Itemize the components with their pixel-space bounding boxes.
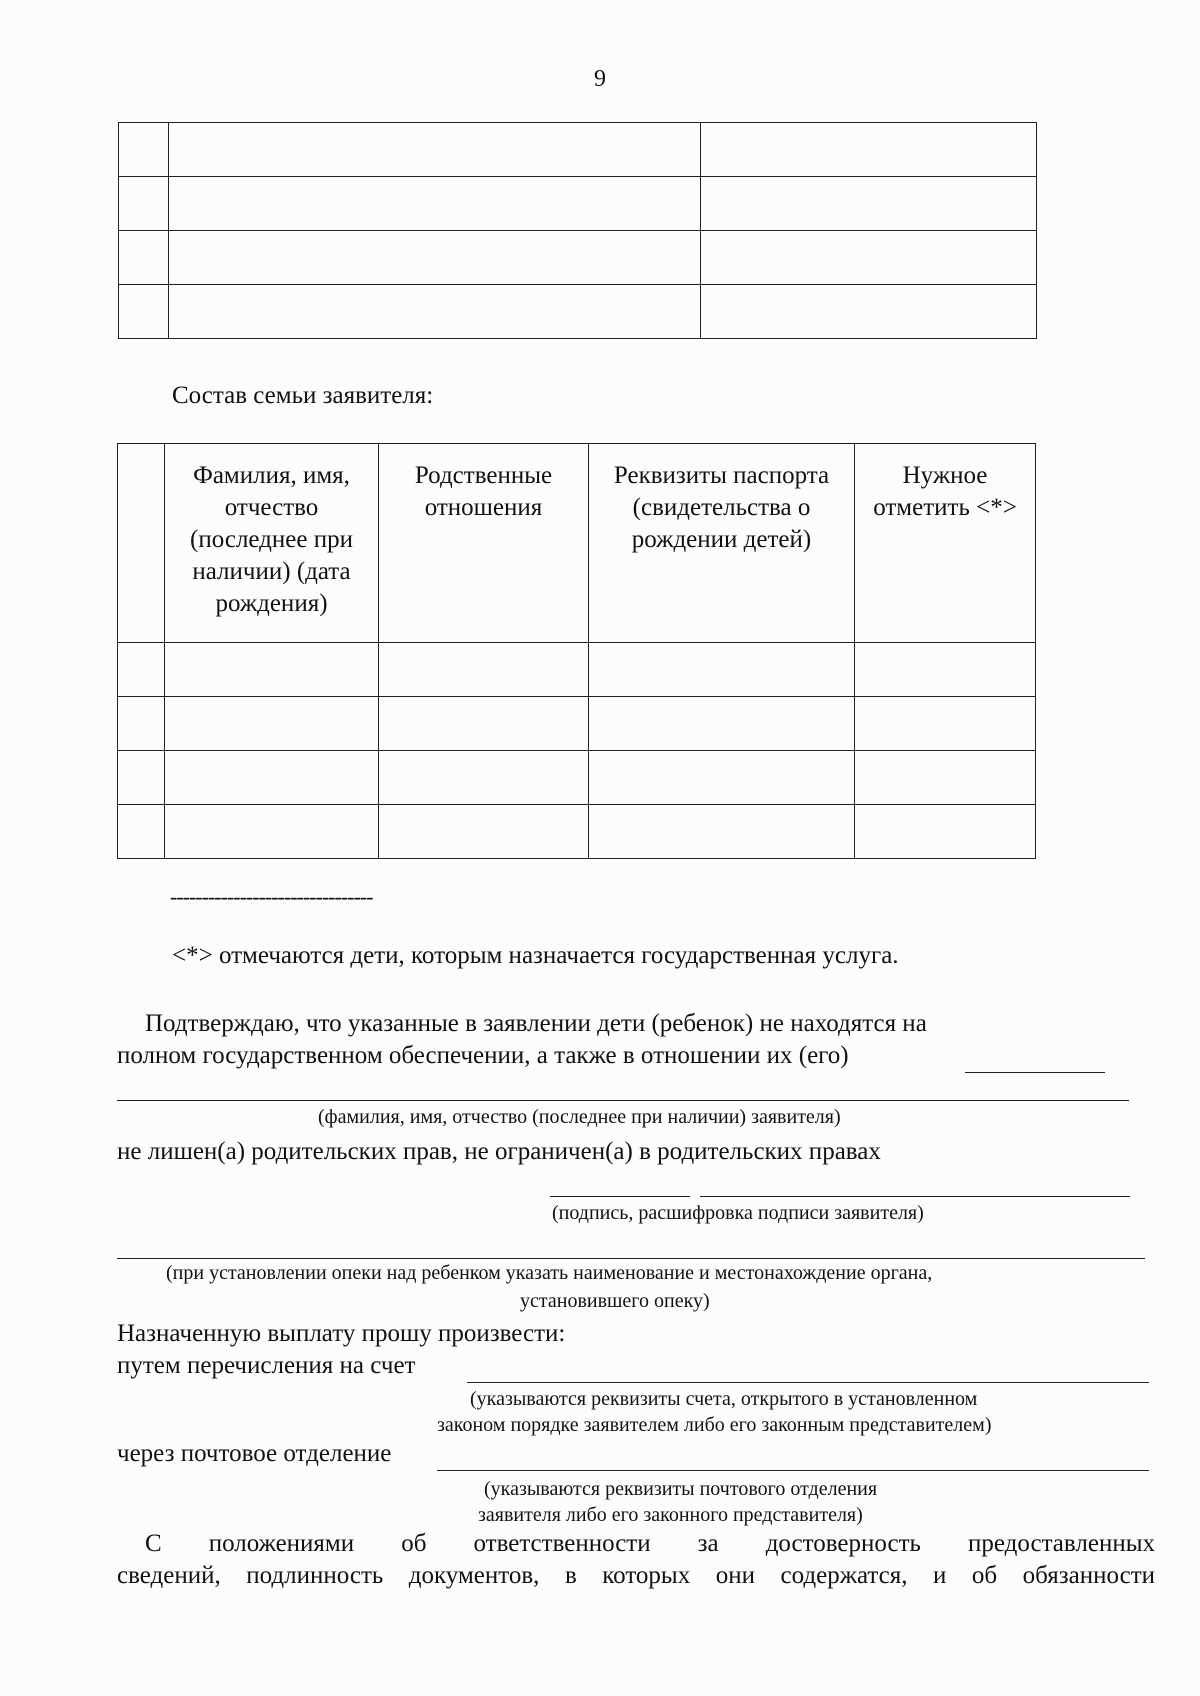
confirm-line-1: Подтверждаю, что указанные в заявлении дети (ребенок) не находятся на — [145, 1010, 927, 1037]
table-row — [119, 123, 1037, 177]
applicant-name-field[interactable] — [117, 1100, 1129, 1101]
confirm-line-2: полном государственном обеспечении, а также в отношении их (его) — [117, 1042, 849, 1069]
guardianship-field[interactable] — [117, 1258, 1145, 1259]
table-cell[interactable] — [855, 643, 1036, 697]
table-row — [118, 697, 1036, 751]
table-cell[interactable] — [379, 697, 589, 751]
header-relationship: Родственные отношения — [379, 444, 589, 643]
caption-post-line-2: заявителя либо его законного представителя) — [478, 1504, 863, 1526]
table-cell[interactable] — [118, 697, 165, 751]
header-full-name: Фамилия, имя, отчество (последнее при наличии) (дата рождения) — [165, 444, 379, 643]
table-row — [118, 643, 1036, 697]
payment-account-label: путем перечисления на счет — [117, 1352, 416, 1379]
table-cell[interactable] — [855, 751, 1036, 805]
header-passport: Реквизиты паспорта (свидетельства о рождении детей) — [589, 444, 855, 643]
account-field[interactable] — [467, 1382, 1149, 1383]
rights-line: не лишен(а) родительских прав, не ограничен(а) в родительских правах — [117, 1138, 881, 1165]
table-row — [119, 285, 1037, 339]
table-cell[interactable] — [855, 697, 1036, 751]
caption-post-line-1: (указываются реквизиты почтового отделения — [484, 1478, 878, 1500]
table-cell[interactable] — [119, 177, 169, 231]
table-cell[interactable] — [589, 643, 855, 697]
caption-applicant-name: (фамилия, имя, отчество (последнее при наличии) заявителя) — [318, 1106, 841, 1128]
caption-guardianship-line-2: установившего опеку) — [520, 1290, 710, 1312]
footnote: <*> отмечаются дети, которым назначается государственная услуга. — [172, 942, 899, 969]
table-cell[interactable] — [701, 285, 1037, 339]
table-cell[interactable] — [169, 231, 701, 285]
payment-post-label: через почтовое отделение — [117, 1440, 392, 1467]
responsibility-line-2: сведений, подлинность документов, в которых они содержатся, и об обязанности — [117, 1562, 1155, 1589]
caption-guardianship-line-1: (при установлении опеки над ребенком указать наименование и местонахождение органа, — [166, 1262, 933, 1284]
table-row — [119, 177, 1037, 231]
table-cell[interactable] — [169, 285, 701, 339]
family-heading: Состав семьи заявителя: — [172, 382, 434, 409]
table-cell[interactable] — [118, 805, 165, 859]
applicant-name-field-end[interactable] — [965, 1072, 1105, 1073]
caption-account-line-2: законом порядке заявителем либо его законным представителем) — [437, 1414, 992, 1436]
table-cell[interactable] — [701, 177, 1037, 231]
family-table — [117, 443, 1036, 859]
page-number: 9 — [594, 66, 606, 92]
responsibility-line-1: С положениями об ответственности за достоверность предоставленных — [145, 1530, 1155, 1557]
table-cell[interactable] — [165, 697, 379, 751]
payment-heading: Назначенную выплату прошу произвести: — [117, 1320, 566, 1347]
caption-account-line-1: (указываются реквизиты счета, открытого в установленном — [470, 1388, 978, 1410]
signature-field[interactable] — [550, 1196, 690, 1197]
table-cell[interactable] — [701, 231, 1037, 285]
header-mark: Нужное отметить <*> — [855, 444, 1036, 643]
table-cell[interactable] — [379, 751, 589, 805]
table-cell[interactable] — [165, 751, 379, 805]
table-cell[interactable] — [119, 285, 169, 339]
table-cell[interactable] — [589, 805, 855, 859]
header-number — [118, 444, 165, 643]
table-cell[interactable] — [165, 643, 379, 697]
table-cell[interactable] — [855, 805, 1036, 859]
table-cell[interactable] — [169, 123, 701, 177]
table-cell[interactable] — [701, 123, 1037, 177]
table-cell[interactable] — [169, 177, 701, 231]
table-cell[interactable] — [119, 231, 169, 285]
table-cell[interactable] — [165, 805, 379, 859]
table-cell[interactable] — [118, 643, 165, 697]
caption-signature: (подпись, расшифровка подписи заявителя) — [552, 1202, 924, 1224]
signature-transcript-field[interactable] — [700, 1196, 1130, 1197]
table-cell[interactable] — [119, 123, 169, 177]
table-cell[interactable] — [589, 751, 855, 805]
table-cell[interactable] — [379, 805, 589, 859]
post-office-field[interactable] — [437, 1470, 1149, 1471]
table-cell[interactable] — [379, 643, 589, 697]
table-row — [118, 805, 1036, 859]
table-cell[interactable] — [118, 751, 165, 805]
table-header-row — [118, 444, 1036, 643]
table-cell[interactable] — [589, 697, 855, 751]
footnote-separator: -------------------------------- — [170, 884, 373, 909]
continuation-table — [118, 122, 1037, 339]
table-row — [118, 751, 1036, 805]
table-row — [119, 231, 1037, 285]
